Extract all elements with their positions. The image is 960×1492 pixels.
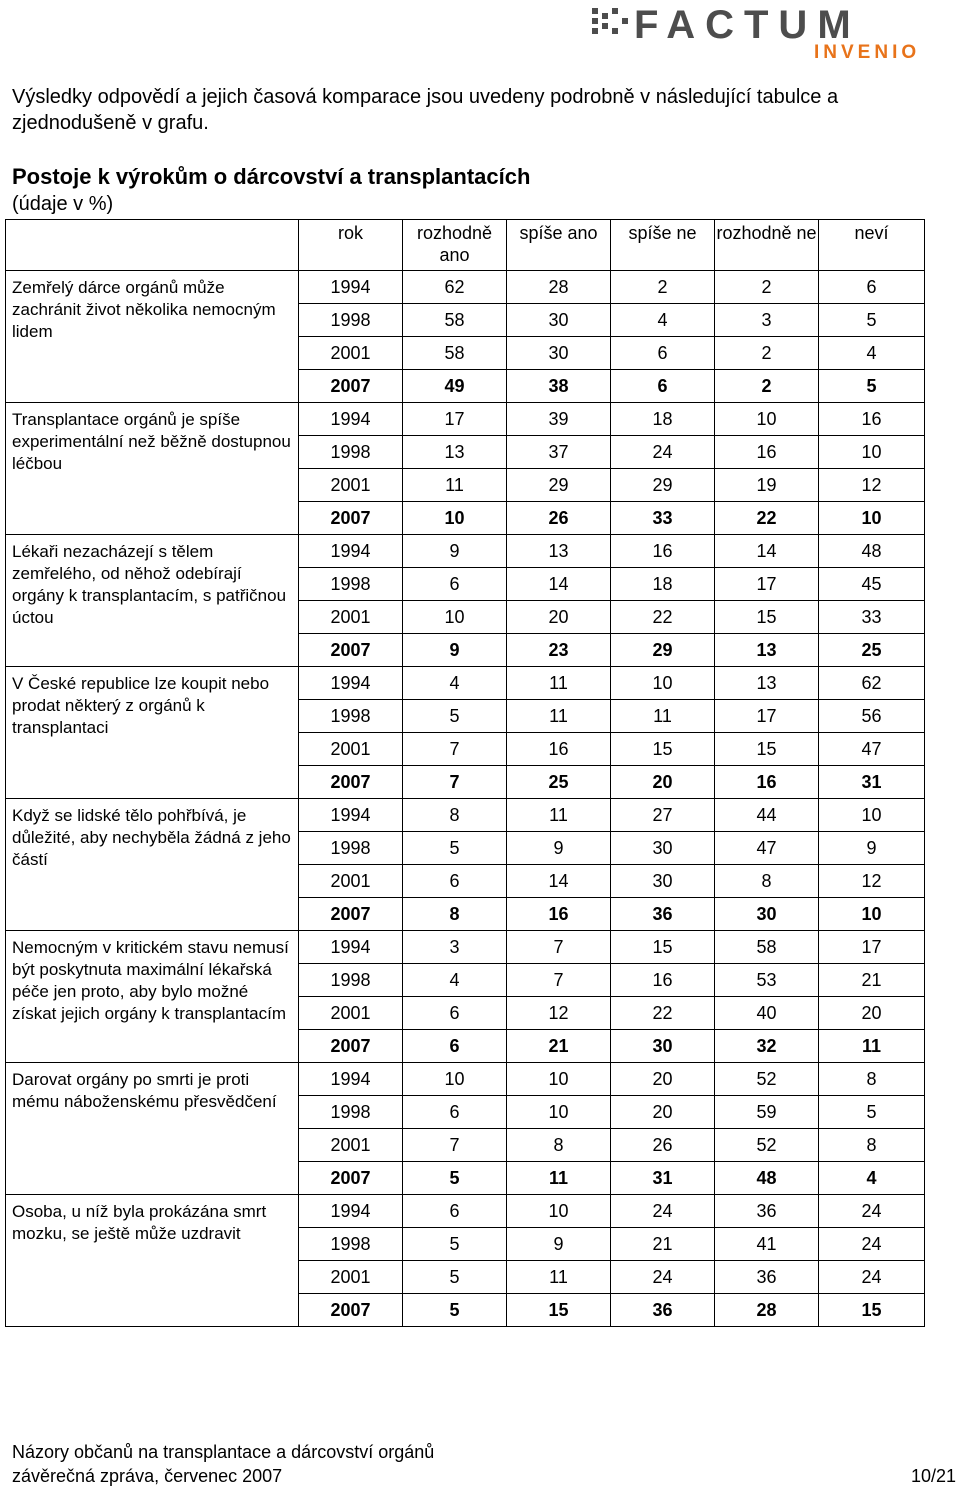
value-cell: 6 [611, 370, 715, 403]
year-cell: 2001 [299, 865, 403, 898]
value-cell: 14 [715, 535, 819, 568]
value-cell: 29 [507, 469, 611, 502]
value-cell: 5 [403, 1228, 507, 1261]
table-row [6, 799, 925, 832]
value-cell: 10 [819, 436, 925, 469]
value-cell: 6 [819, 271, 925, 304]
value-cell: 59 [715, 1096, 819, 1129]
year-cell: 1998 [299, 1228, 403, 1261]
value-cell: 18 [611, 403, 715, 436]
year-cell: 1994 [299, 1063, 403, 1096]
value-cell: 10 [507, 1096, 611, 1129]
value-cell: 11 [507, 667, 611, 700]
value-cell: 32 [715, 1030, 819, 1063]
value-cell: 13 [715, 634, 819, 667]
value-cell: 56 [819, 700, 925, 733]
value-cell: 30 [715, 898, 819, 931]
value-cell: 7 [403, 733, 507, 766]
value-cell: 5 [403, 1294, 507, 1327]
value-cell: 45 [819, 568, 925, 601]
value-cell: 31 [611, 1162, 715, 1195]
value-cell: 62 [819, 667, 925, 700]
value-cell: 16 [611, 535, 715, 568]
value-cell: 27 [611, 799, 715, 832]
year-cell: 1994 [299, 271, 403, 304]
value-cell: 24 [819, 1228, 925, 1261]
value-cell: 14 [507, 865, 611, 898]
value-cell: 6 [403, 1096, 507, 1129]
value-cell: 38 [507, 370, 611, 403]
value-cell: 17 [819, 931, 925, 964]
value-cell: 16 [819, 403, 925, 436]
table-row [6, 1063, 925, 1096]
value-cell: 17 [715, 700, 819, 733]
year-cell: 2001 [299, 601, 403, 634]
year-cell: 2001 [299, 337, 403, 370]
value-cell: 17 [715, 568, 819, 601]
value-cell: 16 [715, 766, 819, 799]
year-cell: 2007 [299, 898, 403, 931]
value-cell: 6 [403, 1195, 507, 1228]
value-cell: 12 [507, 997, 611, 1030]
header-definitely-no: rozhodně ne [715, 220, 819, 271]
value-cell: 16 [507, 733, 611, 766]
value-cell: 28 [715, 1294, 819, 1327]
factum-invenio-logo [592, 4, 952, 60]
value-cell: 10 [819, 502, 925, 535]
value-cell: 10 [819, 898, 925, 931]
value-cell: 15 [715, 733, 819, 766]
value-cell: 6 [611, 337, 715, 370]
value-cell: 7 [403, 766, 507, 799]
value-cell: 21 [507, 1030, 611, 1063]
year-cell: 1998 [299, 964, 403, 997]
value-cell: 12 [819, 469, 925, 502]
year-cell: 1994 [299, 799, 403, 832]
value-cell: 5 [403, 700, 507, 733]
value-cell: 58 [403, 304, 507, 337]
value-cell: 5 [819, 370, 925, 403]
value-cell: 9 [507, 1228, 611, 1261]
statement-label: Když se lidské tělo pohřbívá, je důležité, aby nechyběla žádná z jeho částí [6, 799, 299, 931]
value-cell: 40 [715, 997, 819, 1030]
year-cell: 2001 [299, 1261, 403, 1294]
value-cell: 2 [715, 271, 819, 304]
value-cell: 49 [403, 370, 507, 403]
statement-label: Osoba, u níž byla prokázána smrt mozku, se ještě může uzdravit [6, 1195, 299, 1327]
value-cell: 4 [819, 337, 925, 370]
value-cell: 16 [611, 964, 715, 997]
value-cell: 11 [403, 469, 507, 502]
value-cell: 15 [819, 1294, 925, 1327]
value-cell: 30 [611, 865, 715, 898]
value-cell: 29 [611, 469, 715, 502]
year-cell: 2001 [299, 1129, 403, 1162]
value-cell: 24 [819, 1261, 925, 1294]
value-cell: 15 [611, 733, 715, 766]
table-row [6, 931, 925, 964]
value-cell: 24 [611, 436, 715, 469]
value-cell: 10 [611, 667, 715, 700]
value-cell: 8 [403, 799, 507, 832]
value-cell: 23 [507, 634, 611, 667]
value-cell: 25 [819, 634, 925, 667]
value-cell: 7 [403, 1129, 507, 1162]
value-cell: 26 [507, 502, 611, 535]
value-cell: 33 [819, 601, 925, 634]
statement-label: Zemřelý dárce orgánů může zachránit život několika nemocným lidem [6, 271, 299, 403]
value-cell: 10 [403, 502, 507, 535]
value-cell: 5 [819, 304, 925, 337]
value-cell: 20 [611, 766, 715, 799]
value-cell: 22 [611, 601, 715, 634]
year-cell: 2007 [299, 634, 403, 667]
year-cell: 2007 [299, 1294, 403, 1327]
table-row [6, 1195, 925, 1228]
value-cell: 4 [403, 667, 507, 700]
value-cell: 10 [819, 799, 925, 832]
value-cell: 62 [403, 271, 507, 304]
year-cell: 1998 [299, 832, 403, 865]
value-cell: 24 [819, 1195, 925, 1228]
value-cell: 2 [715, 337, 819, 370]
header-rather-yes: spíše ano [507, 220, 611, 271]
value-cell: 36 [715, 1195, 819, 1228]
value-cell: 4 [611, 304, 715, 337]
value-cell: 6 [403, 1030, 507, 1063]
value-cell: 15 [611, 931, 715, 964]
value-cell: 58 [403, 337, 507, 370]
value-cell: 8 [715, 865, 819, 898]
value-cell: 4 [819, 1162, 925, 1195]
value-cell: 6 [403, 568, 507, 601]
statement-label: Darovat orgány po smrti je proti mému náboženskému přesvědčení [6, 1063, 299, 1195]
value-cell: 22 [611, 997, 715, 1030]
year-cell: 1998 [299, 568, 403, 601]
year-cell: 1994 [299, 1195, 403, 1228]
value-cell: 30 [611, 1030, 715, 1063]
value-cell: 16 [715, 436, 819, 469]
value-cell: 25 [507, 766, 611, 799]
year-cell: 2001 [299, 469, 403, 502]
statement-label: Nemocným v kritickém stavu nemusí být poskytnuta maximální lékařská péče jen proto, aby bylo možné získat jejich orgány k transplantacím [6, 931, 299, 1063]
value-cell: 24 [611, 1195, 715, 1228]
value-cell: 4 [403, 964, 507, 997]
table-row [6, 667, 925, 700]
value-cell: 36 [611, 1294, 715, 1327]
value-cell: 24 [611, 1261, 715, 1294]
year-cell: 1998 [299, 436, 403, 469]
value-cell: 13 [403, 436, 507, 469]
value-cell: 20 [611, 1063, 715, 1096]
value-cell: 10 [715, 403, 819, 436]
value-cell: 8 [819, 1063, 925, 1096]
value-cell: 9 [507, 832, 611, 865]
value-cell: 18 [611, 568, 715, 601]
year-cell: 2001 [299, 997, 403, 1030]
value-cell: 52 [715, 1129, 819, 1162]
value-cell: 15 [715, 601, 819, 634]
value-cell: 3 [715, 304, 819, 337]
value-cell: 13 [715, 667, 819, 700]
value-cell: 14 [507, 568, 611, 601]
value-cell: 41 [715, 1228, 819, 1261]
page-number: 10/21 [910, 1466, 956, 1486]
value-cell: 2 [611, 271, 715, 304]
header-definitely-yes: rozhodně ano [403, 220, 507, 271]
value-cell: 36 [715, 1261, 819, 1294]
value-cell: 39 [507, 403, 611, 436]
value-cell: 21 [819, 964, 925, 997]
statement-label: Lékaři nezacházejí s tělem zemřelého, od něhož odebírají orgány k transplantacím, s patřičnou úctou [6, 535, 299, 667]
year-cell: 1994 [299, 667, 403, 700]
value-cell: 44 [715, 799, 819, 832]
value-cell: 16 [507, 898, 611, 931]
value-cell: 20 [611, 1096, 715, 1129]
value-cell: 9 [819, 832, 925, 865]
value-cell: 2 [715, 370, 819, 403]
value-cell: 30 [611, 832, 715, 865]
value-cell: 28 [507, 271, 611, 304]
footer-report-date: závěrečná zpráva, červenec 2007 [12, 1466, 283, 1486]
value-cell: 5 [819, 1096, 925, 1129]
value-cell: 31 [819, 766, 925, 799]
table-title: Postoje k výrokům o dárcovství a transplantacích [12, 164, 531, 189]
value-cell: 9 [403, 634, 507, 667]
value-cell: 22 [715, 502, 819, 535]
year-cell: 2007 [299, 1030, 403, 1063]
value-cell: 6 [403, 865, 507, 898]
value-cell: 10 [403, 1063, 507, 1096]
value-cell: 37 [507, 436, 611, 469]
value-cell: 30 [507, 304, 611, 337]
year-cell: 1994 [299, 535, 403, 568]
value-cell: 7 [507, 931, 611, 964]
value-cell: 48 [819, 535, 925, 568]
year-cell: 1998 [299, 700, 403, 733]
value-cell: 5 [403, 1162, 507, 1195]
value-cell: 3 [403, 931, 507, 964]
value-cell: 33 [611, 502, 715, 535]
attitudes-table [5, 219, 925, 1327]
value-cell: 10 [507, 1195, 611, 1228]
table-row [6, 403, 925, 436]
year-cell: 2007 [299, 766, 403, 799]
value-cell: 9 [403, 535, 507, 568]
year-cell: 1994 [299, 931, 403, 964]
value-cell: 6 [403, 997, 507, 1030]
value-cell: 11 [819, 1030, 925, 1063]
value-cell: 8 [507, 1129, 611, 1162]
value-cell: 47 [715, 832, 819, 865]
value-cell: 5 [403, 1261, 507, 1294]
value-cell: 20 [507, 601, 611, 634]
table-subtitle: (údaje v %) [12, 193, 114, 215]
value-cell: 10 [507, 1063, 611, 1096]
year-cell: 2007 [299, 370, 403, 403]
footer-report-title: Názory občanů na transplantace a dárcovství orgánů [12, 1442, 435, 1462]
year-cell: 1998 [299, 1096, 403, 1129]
statement-label: V České republice lze koupit nebo prodat některý z orgánů k transplantaci [6, 667, 299, 799]
year-cell: 2001 [299, 733, 403, 766]
header-row [6, 220, 925, 271]
year-cell: 2007 [299, 502, 403, 535]
value-cell: 53 [715, 964, 819, 997]
header-rather-no: spíše ne [611, 220, 715, 271]
value-cell: 47 [819, 733, 925, 766]
value-cell: 8 [819, 1129, 925, 1162]
value-cell: 12 [819, 865, 925, 898]
value-cell: 21 [611, 1228, 715, 1261]
value-cell: 58 [715, 931, 819, 964]
header-empty [6, 220, 299, 271]
value-cell: 11 [507, 1261, 611, 1294]
table-row [6, 271, 925, 304]
value-cell: 5 [403, 832, 507, 865]
year-cell: 2007 [299, 1162, 403, 1195]
value-cell: 48 [715, 1162, 819, 1195]
table-row [6, 535, 925, 568]
year-cell: 1998 [299, 304, 403, 337]
header-year: rok [299, 220, 403, 271]
value-cell: 20 [819, 997, 925, 1030]
value-cell: 11 [507, 1162, 611, 1195]
header-dont-know: neví [819, 220, 925, 271]
value-cell: 10 [403, 601, 507, 634]
value-cell: 15 [507, 1294, 611, 1327]
page-footer [12, 1440, 956, 1488]
value-cell: 29 [611, 634, 715, 667]
value-cell: 7 [507, 964, 611, 997]
value-cell: 8 [403, 898, 507, 931]
value-cell: 30 [507, 337, 611, 370]
value-cell: 52 [715, 1063, 819, 1096]
value-cell: 11 [611, 700, 715, 733]
value-cell: 36 [611, 898, 715, 931]
value-cell: 11 [507, 799, 611, 832]
svg-text:INVENIO: INVENIO [814, 42, 921, 60]
value-cell: 19 [715, 469, 819, 502]
intro-paragraph: Výsledky odpovědí a jejich časová komparace jsou uvedeny podrobně v následující tabulce a zjednodušeně v grafu. [12, 86, 839, 134]
year-cell: 1994 [299, 403, 403, 436]
svg-text:FACTUM: FACTUM [634, 4, 861, 47]
statement-label: Transplantace orgánů je spíše experimentální než běžně dostupnou léčbou [6, 403, 299, 535]
value-cell: 11 [507, 700, 611, 733]
value-cell: 13 [507, 535, 611, 568]
value-cell: 17 [403, 403, 507, 436]
value-cell: 26 [611, 1129, 715, 1162]
